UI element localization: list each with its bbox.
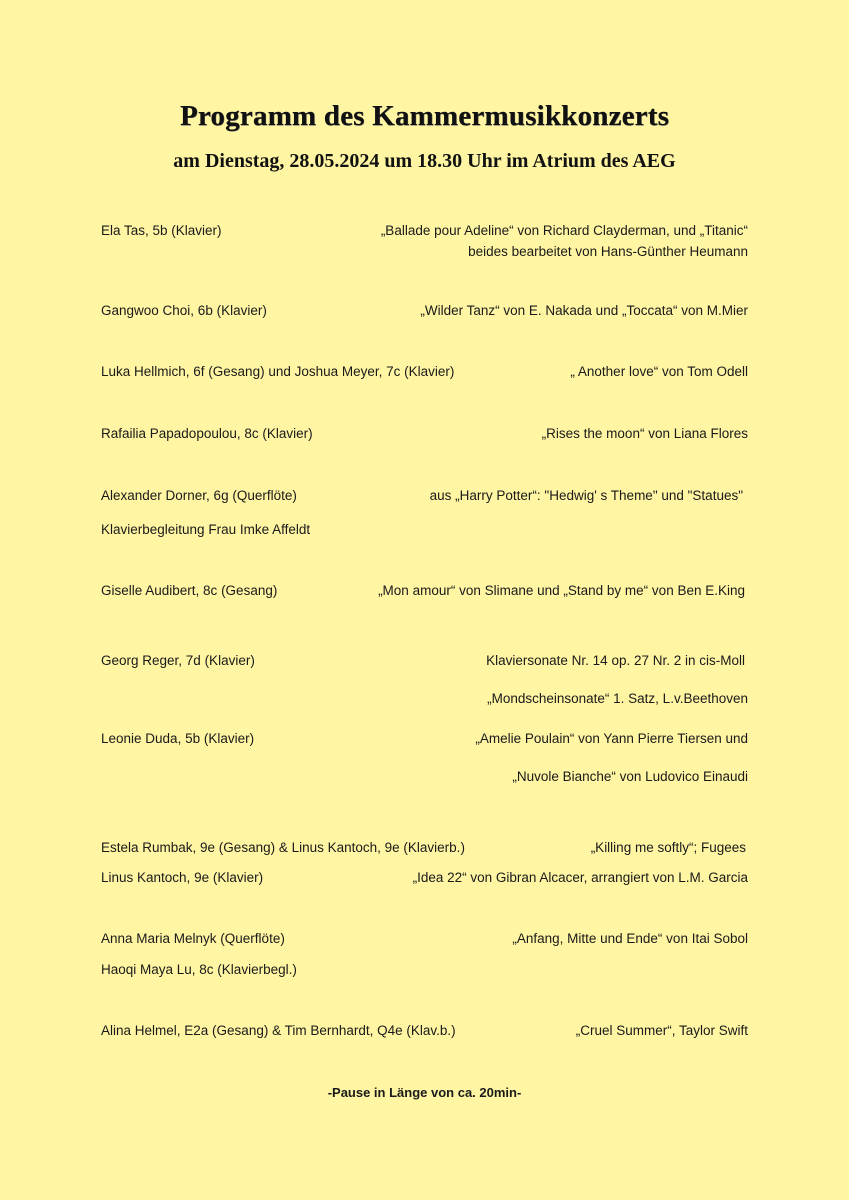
performer-anna-maria-melnyk: Anna Maria Melnyk (Querflöte)	[101, 931, 285, 946]
piece-georg-reger: Klaviersonate Nr. 14 op. 27 Nr. 2 in cis-Moll	[486, 653, 745, 668]
piece-linus-kantoch: „Idea 22“ von Gibran Alcacer, arrangiert von L.M. Garcia	[412, 870, 748, 885]
piece-estela-rumbak: „Killing me softly“; Fugees	[590, 840, 746, 855]
performer-linus-kantoch: Linus Kantoch, 9e (Klavier)	[101, 870, 264, 885]
performer-giselle-audibert: Giselle Audibert, 8c (Gesang)	[101, 583, 278, 598]
performer-rafailia-papadopoulou: Rafailia Papadopoulou, 8c (Klavier)	[101, 426, 313, 441]
piece-ela-tas: „Ballade pour Adeline“ von Richard Clayderman, und „Titanic“	[380, 223, 748, 238]
piece-alina-helmel: „Cruel Summer“, Taylor Swift	[575, 1023, 748, 1038]
piece-alexander-dorner: aus „Harry Potter“: "Hedwig' s Theme" und "Statues"	[429, 488, 743, 503]
performer-gangwoo-choi: Gangwoo Choi, 6b (Klavier)	[101, 303, 267, 318]
piece-rafailia-papadopoulou: „Rises the moon“ von Liana Flores	[541, 426, 748, 441]
performer-leonie-duda: Leonie Duda, 5b (Klavier)	[101, 731, 255, 746]
accompanist-imke-affeldt: Klavierbegleitung Frau Imke Affeldt	[101, 522, 311, 537]
piece-anna-maria-melnyk: „Anfang, Mitte und Ende“ von Itai Sobol	[512, 931, 748, 946]
performer-luka-hellmich: Luka Hellmich, 6f (Gesang) und Joshua Meyer, 7c (Klavier)	[101, 364, 455, 379]
piece-leonie-duda-note: „Nuvole Bianche“ von Ludovico Einaudi	[512, 769, 748, 784]
accompanist-haoqi-maya-lu: Haoqi Maya Lu, 8c (Klavierbegl.)	[101, 962, 297, 977]
performer-alina-helmel: Alina Helmel, E2a (Gesang) & Tim Bernhardt, Q4e (Klav.b.)	[101, 1023, 456, 1038]
performer-ela-tas: Ela Tas, 5b (Klavier)	[101, 223, 222, 238]
piece-georg-reger-note: „Mondscheinsonate“ 1. Satz, L.v.Beethoven	[487, 691, 748, 706]
piece-ela-tas-note: beides bearbeitet von Hans-Günther Heumann	[468, 244, 748, 259]
performer-alexander-dorner: Alexander Dorner, 6g (Querflöte)	[101, 488, 297, 503]
piece-gangwoo-choi: „Wilder Tanz“ von E. Nakada und „Toccata“ von M.Mier	[420, 303, 748, 318]
page-subtitle: am Dienstag, 28.05.2024 um 18.30 Uhr im Atrium des AEG	[173, 150, 676, 172]
piece-leonie-duda: „Amelie Poulain“ von Yann Pierre Tiersen und	[475, 731, 748, 746]
performer-estela-rumbak: Estela Rumbak, 9e (Gesang) & Linus Kantoch, 9e (Klavierb.)	[101, 840, 465, 855]
piece-luka-hellmich: „ Another love“ von Tom Odell	[570, 364, 748, 379]
performer-georg-reger: Georg Reger, 7d (Klavier)	[101, 653, 255, 668]
piece-giselle-audibert: „Mon amour“ von Slimane und „Stand by me“ von Ben E.King	[378, 583, 745, 598]
page-title: Programm des Kammermusikkonzerts	[179, 100, 670, 132]
pause-note: -Pause in Länge von ca. 20min-	[327, 1085, 522, 1100]
